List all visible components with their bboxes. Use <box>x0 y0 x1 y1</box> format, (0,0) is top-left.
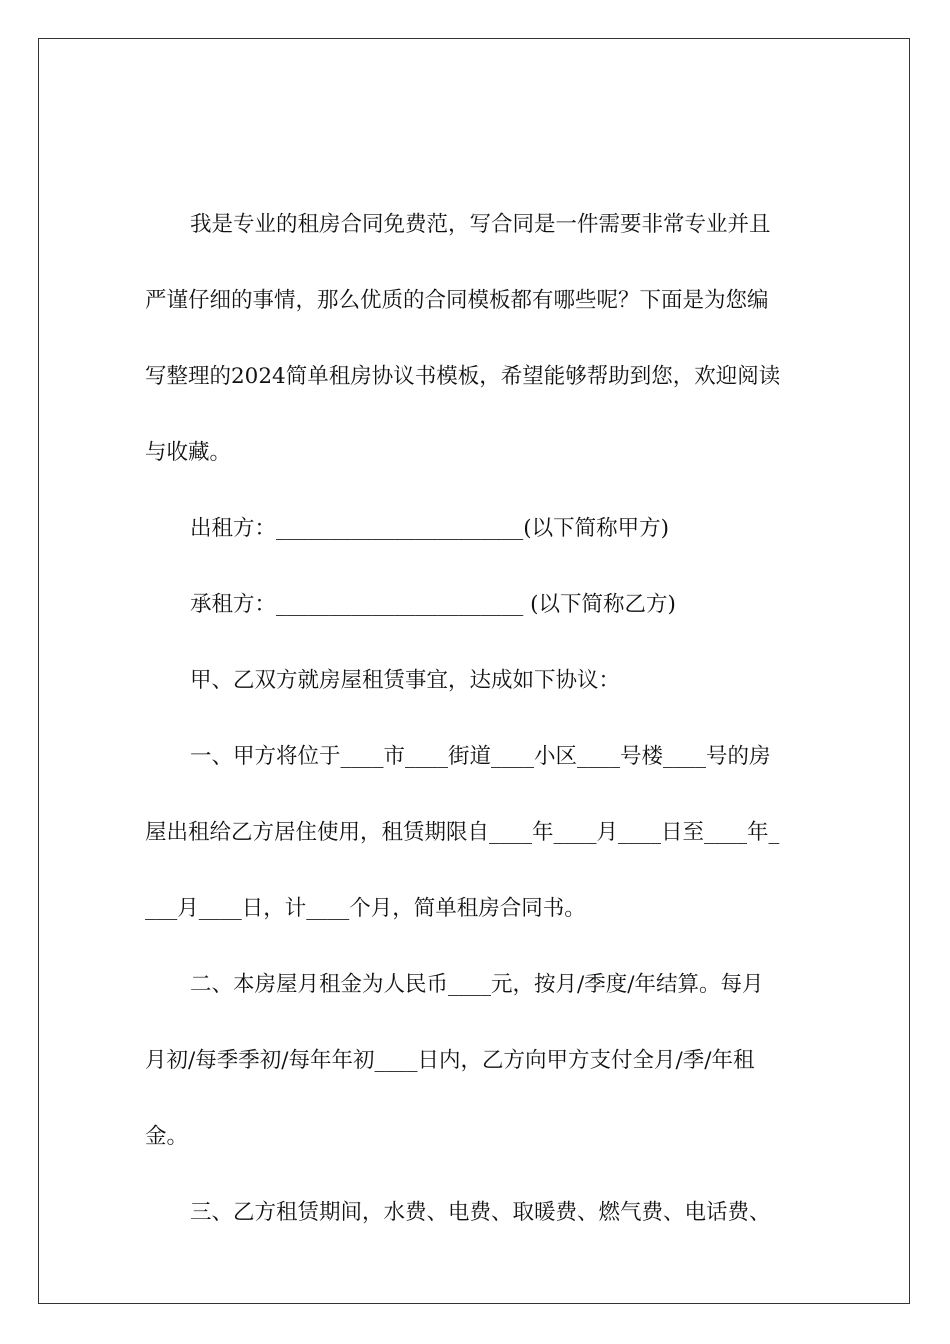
document-body <box>145 200 805 1264</box>
clause-2-line-2: 月初/每季季初/每年年初____日内，乙方向甲方支付全月/季/年租 <box>145 1048 755 1073</box>
text-line-1: 我是专业的租房合同免费范，写合同是一件需要非常专业并且 <box>190 212 771 237</box>
clause-1-line-3: ___月____日，计____个月，简单租房合同书。 <box>145 896 586 921</box>
lessee-line: 承租方：_______________________ (以下简称乙方) <box>190 592 676 617</box>
text-line-2: 严谨仔细的事情，那么优质的合同模板都有哪些呢？下面是为您编 <box>145 288 769 313</box>
text-line-4: 与收藏。 <box>145 440 232 465</box>
lessor-line: 出租方：_______________________(以下简称甲方) <box>190 516 670 541</box>
agreement-intro: 甲、乙双方就房屋租赁事宜，达成如下协议： <box>190 668 621 693</box>
text-line-3: 写整理的2024简单租房协议书模板，希望能够帮助到您，欢迎阅读 <box>145 364 781 389</box>
clause-1-line-2: 屋出租给乙方居住使用，租赁期限自____年____月____日至____年_ <box>145 820 780 845</box>
clause-2-line-1: 二、本房屋月租金为人民币____元，按月/季度/年结算。每月 <box>190 972 764 997</box>
clause-2-line-3: 金。 <box>145 1124 189 1149</box>
clause-3-line-1: 三、乙方租赁期间，水费、电费、取暖费、燃气费、电话费、 <box>190 1200 771 1225</box>
clause-1-line-1: 一、甲方将位于____市____街道____小区____号楼____号的房 <box>190 744 771 769</box>
